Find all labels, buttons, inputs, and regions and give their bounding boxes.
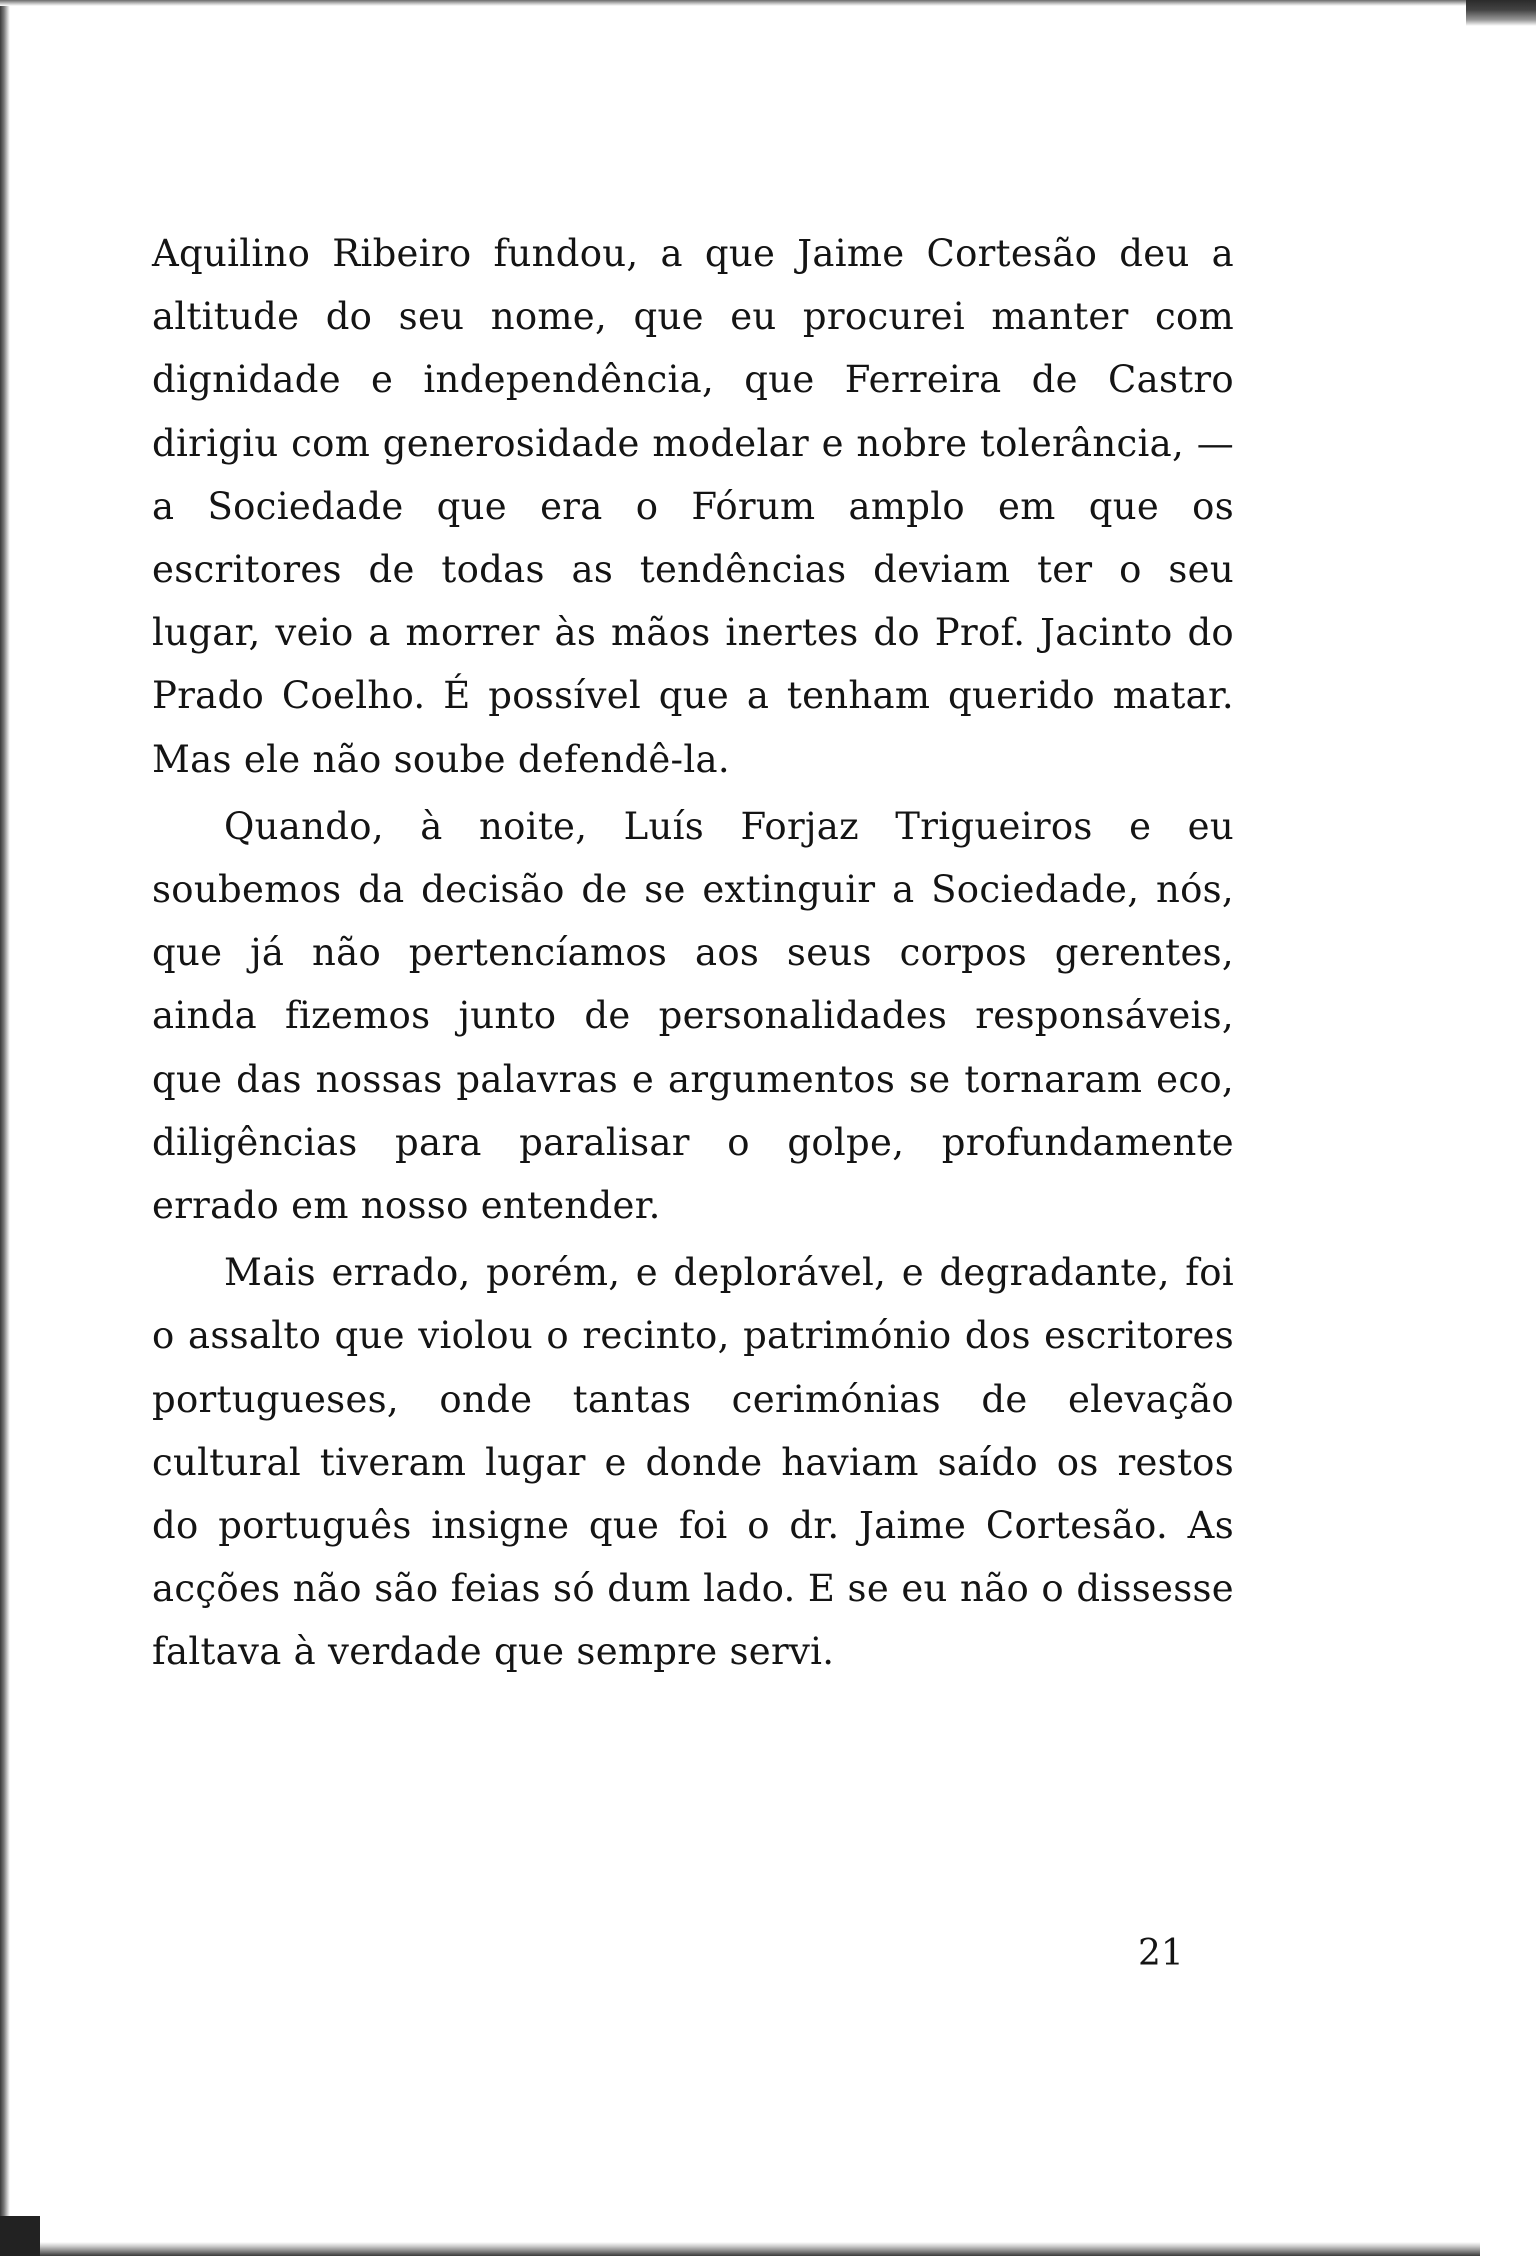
scan-edge-top [0, 0, 1536, 6]
paragraph-1: Aquilino Ribeiro fundou, a que Jaime Cortesão deu a altitude do seu nome, que eu procurei manter com dignidade e independência, que Ferreira de Castro dirigiu com generosidade modelar e nobre tolerância, — a Sociedade que era o Fórum amplo em que os escritores de todas as tendências deviam ter o seu lugar, veio a morrer às mãos inertes do Prof. Jacinto do Prado Coelho. É possível que a tenham querido matar. Mas ele não soube defendê-la. [152, 232, 1234, 781]
page-body [152, 222, 1234, 1684]
paragraph-3: Mais errado, porém, e deplorável, e degradante, foi o assalto que violou o recinto, património dos escritores portugueses, onde tantas cerimónias de elevação cultural tiveram lugar e donde haviam saído os restos do português insigne que foi o dr. Jaime Cortesão. As acções não são feias só dum lado. E se eu não o dissesse faltava à verdade que sempre servi. [152, 1251, 1234, 1674]
scan-edge-bottom-left [0, 2216, 40, 2256]
scan-edge-top-right [1466, 0, 1536, 26]
page-number: 21 [1138, 1933, 1184, 1974]
paragraph-2: Quando, à noite, Luís Forjaz Trigueiros e eu soubemos da decisão de se extinguir a Sociedade, nós, que já não pertencíamos aos seus corpos gerentes, ainda fizemos junto de personalidades responsáveis, que das nossas palavras e argumentos se tornaram eco, diligências para paralisar o golpe, profundamente errado em nosso entender. [152, 804, 1234, 1228]
scan-edge-bottom [0, 2242, 1480, 2256]
scan-edge-left [0, 0, 10, 2256]
